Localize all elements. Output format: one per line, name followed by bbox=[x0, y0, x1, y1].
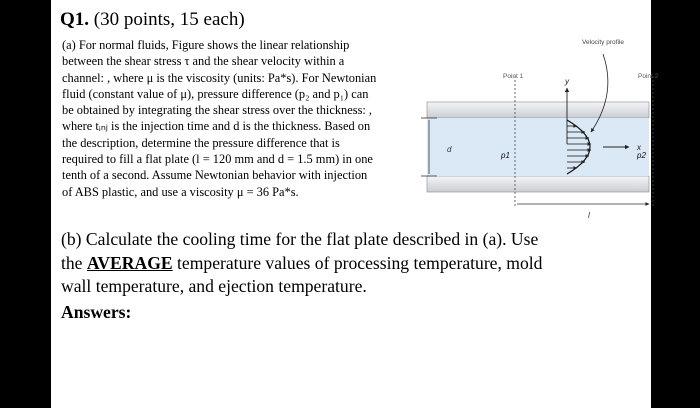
answers-label: Answers: bbox=[61, 302, 132, 322]
part-a-line: (a) For normal fluids, Figure shows the linear relationship bbox=[62, 38, 350, 52]
bottom-wall bbox=[427, 176, 649, 192]
question-page bbox=[51, 0, 659, 408]
point2-label: Point 2 bbox=[638, 73, 659, 80]
velocity-profile-text: Velocity profile bbox=[582, 39, 624, 46]
y-axis-label: y bbox=[565, 77, 569, 86]
x-axis-label: x bbox=[637, 143, 641, 152]
part-a-line: where tᵢₙⱼ is the injection time and d is the thickness. Based on bbox=[62, 119, 371, 134]
part-a-line: of ABS plastic, and use a viscosity μ = 36 Pa*s. bbox=[62, 184, 299, 199]
part-b-line2-post: temperature values of processing temperature, mold bbox=[172, 252, 543, 273]
p1-label: p1 bbox=[501, 151, 510, 160]
part-a-line: the description, determine the pressure difference that is bbox=[62, 135, 340, 150]
part-b-line bbox=[61, 252, 646, 276]
p2-label: p2 bbox=[637, 151, 646, 160]
velocity-profile-label bbox=[582, 39, 624, 46]
length-label: l bbox=[588, 211, 590, 220]
thickness-label: d bbox=[447, 145, 452, 154]
average-emphasis: AVERAGE bbox=[86, 252, 173, 273]
part-a-line: required to fill a flat plate (l = 120 mm and d = 1.5 mm) in one bbox=[62, 152, 373, 167]
part-b-text bbox=[61, 228, 646, 299]
part-a-text bbox=[62, 37, 412, 200]
part-b-line: wall temperature, and ejection temperature. bbox=[61, 276, 367, 296]
part-a-line: be obtained by integrating the shear stress over the thickness: , bbox=[62, 103, 373, 118]
top-wall bbox=[427, 102, 649, 118]
part-a-line: between the shear stress τ and the shear velocity within a bbox=[62, 54, 345, 69]
channel-flow-diagram bbox=[417, 36, 659, 222]
part-a-line: channel: , where μ is the viscosity (units: Pa*s). For Newtonian bbox=[62, 70, 377, 85]
part-a-line: tenth of a second. Assume Newtonian behavior with injection bbox=[62, 168, 368, 183]
point1-label: Point 1 bbox=[503, 73, 524, 80]
part-b-line: (b) Calculate the cooling time for the flat plate described in (a). Use bbox=[61, 229, 539, 249]
question-number: Q1. bbox=[60, 9, 90, 30]
part-a-line: fluid (constant value of μ), pressure difference (p₂ and p₁) can bbox=[62, 86, 369, 101]
part-b-line2-pre: the bbox=[61, 252, 87, 273]
question-points: (30 points, 15 each) bbox=[93, 9, 245, 30]
question-title bbox=[60, 9, 245, 31]
